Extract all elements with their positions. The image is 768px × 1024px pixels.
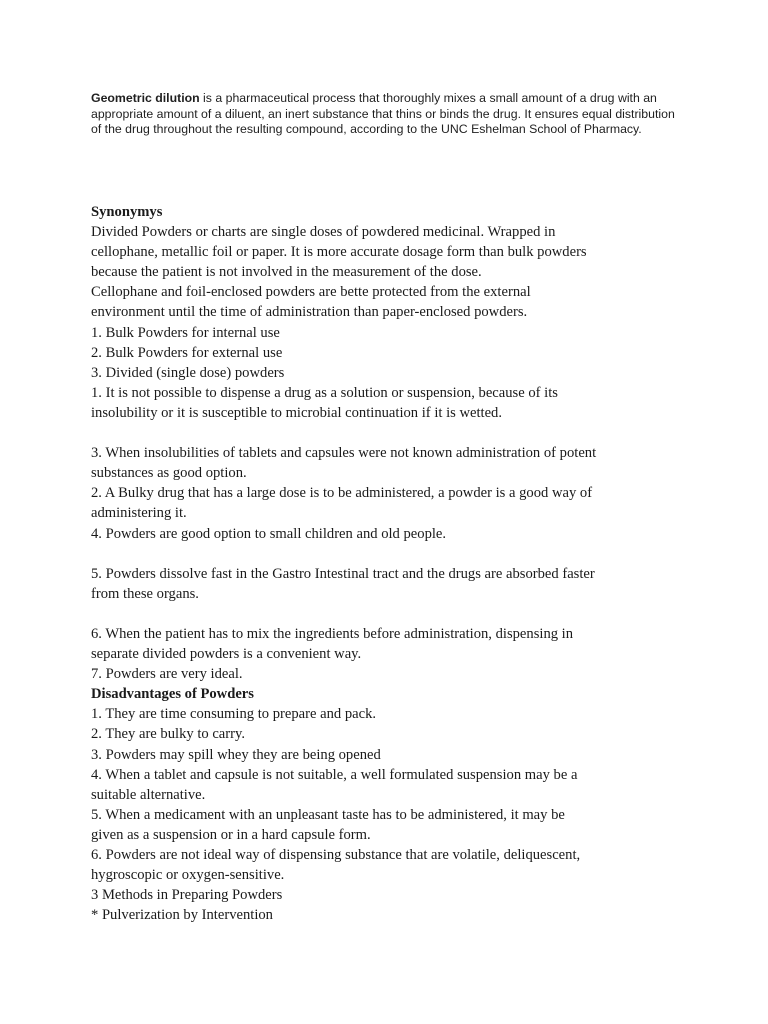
text-line: from these organs.	[91, 585, 199, 602]
disadvantages-heading: Disadvantages of Powders	[91, 686, 254, 703]
list-item: * Pulverization by Intervention	[91, 907, 273, 924]
list-item: 3. Divided (single dose) powders	[91, 364, 285, 381]
intro-paragraph	[91, 91, 681, 138]
list-item: 1. They are time consuming to prepare and pack.	[91, 706, 377, 723]
text-line: separate divided powders is a convenient way.	[91, 646, 362, 663]
list-item: 3. Powders may spill whey they are being opened	[91, 746, 381, 763]
paragraph-gap	[91, 423, 691, 443]
synonyms-heading: Synonymys	[91, 204, 163, 220]
text-line: hygroscopic or oxygen-sensitive.	[91, 867, 285, 884]
intro-term: Geometric dilution	[91, 91, 200, 105]
text-line: Divided Powders or charts are single doses of powdered medicinal. Wrapped in	[91, 224, 556, 241]
text-line: administering it.	[91, 505, 187, 522]
document-body	[91, 202, 691, 925]
list-item: 2. They are bulky to carry.	[91, 726, 245, 743]
text-line: suitable alternative.	[91, 786, 206, 803]
list-item: 3. When insolubilities of tablets and capsules were not known administration of potent	[91, 445, 597, 462]
list-item: 5. When a medicament with an unpleasant taste has to be administered, it may be	[91, 806, 565, 823]
text-line: cellophane, metallic foil or paper. It is more accurate dosage form than bulk powders	[91, 244, 587, 261]
text-line: because the patient is not involved in the measurement of the dose.	[91, 264, 482, 281]
list-item: 5. Powders dissolve fast in the Gastro Intestinal tract and the drugs are absorbed faster	[91, 565, 595, 582]
text-line: insolubility or it is susceptible to microbial continuation if it is wetted.	[91, 404, 503, 421]
list-item: 4. When a tablet and capsule is not suitable, a well formulated suspension may be a	[91, 766, 578, 783]
text-line: environment until the time of administration than paper-enclosed powders.	[91, 304, 528, 321]
methods-heading: 3 Methods in Preparing Powders	[91, 887, 283, 904]
paragraph-gap	[91, 604, 691, 624]
list-item: 7. Powders are very ideal.	[91, 666, 243, 683]
list-item: 2. Bulk Powders for external use	[91, 344, 283, 361]
list-item: 1. It is not possible to dispense a drug as a solution or suspension, because of its	[91, 384, 558, 401]
list-item: 1. Bulk Powders for internal use	[91, 324, 280, 341]
list-item: 6. Powders are not ideal way of dispensing substance that are volatile, deliquescent,	[91, 847, 581, 863]
text-line: substances as good option.	[91, 465, 247, 482]
text-line: given as a suspension or in a hard capsule form.	[91, 826, 371, 843]
text-line: Cellophane and foil-enclosed powders are bette protected from the external	[91, 284, 531, 301]
list-item: 2. A Bulky drug that has a large dose is to be administered, a powder is a good way of	[91, 485, 593, 502]
list-item: 6. When the patient has to mix the ingredients before administration, dispensing in	[91, 625, 574, 642]
list-item: 4. Powders are good option to small children and old people.	[91, 525, 447, 542]
paragraph-gap	[91, 544, 691, 564]
intro-text: is a pharmaceutical process that thoroughly mixes a small amount of a drug with an appropriate amount of a diluent, an inert substance that thins or binds the drug. It ensures equal distribution of the drug throughout the resulting compound, according to the UNC Eshelman School of Pharmacy.	[91, 91, 675, 136]
